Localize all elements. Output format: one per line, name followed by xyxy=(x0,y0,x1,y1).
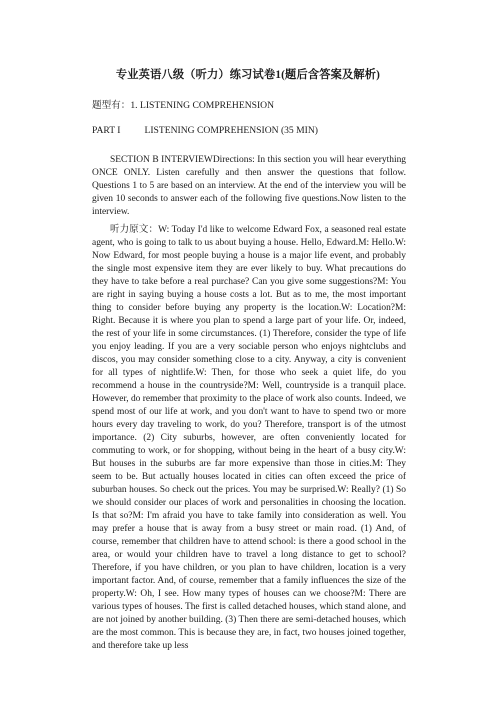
part-number: PART I xyxy=(92,125,121,136)
section-heading: SECTION B INTERVIEWDirections: xyxy=(110,155,255,165)
directions-text: In this section you will hear everything ONCE ONLY. Listen carefully and then answer the questions that follow. Questions 1 to 5 are based on an interview. At the end of the interview you will be given 10 seconds to answer each of the following five questions.Now listen to the interview. xyxy=(92,155,407,217)
document-title: 专业英语八级（听力）练习试卷1(题后含答案及解析) xyxy=(115,69,381,81)
question-types-line: 题型有：1. LISTENING COMPREHENSION xyxy=(92,100,275,111)
transcript-text: W: Today I'd like to welcome Edward Fox, a seasoned real estate agent, who is going to talk to us about buying a house. Hello, Edward.M: Hello.W: Now Edward, for most people buying a house is a major life event, and probably the single most expensive item they are ever likely to buy. What precautions do they have to take before a real purchase? Can you give some suggestions?M: You are right in saying buying a house costs a lot. But as to me, the most important thing to consider before buying any property is the location.W: Location?M: Right. Because it is where you plan to spend a large part of your life. Or, indeed, the rest of your life in some circumstances. (1) Therefore, consider the type of life you enjoy leading. If you are a very sociable person who enjoys nightclubs and discos, you may consider something close to a city. Anyway, a city is convenient for all types of nightlife.W: Then, for those who seek a quiet life, do you recommend a house in the countryside?M: Well, countryside is a tranquil place. However, do remember that proximity to the place of work also counts. Indeed, we spend most of our life at work, and you don't want to have to spend two or more hours every day traveling to work, do you? Therefore, transport is of the utmost importance. (2) City suburbs, however, are often conveniently located for commuting to work, or for shopping, without being in the heart of a busy city.W: But houses in the suburbs are far more expensive than those in cities.M: They seem to be. But actually houses located in cities can often exceed the price of suburban houses. So check out the prices. You may be surprised.W: Really? (1) So we should consider our places of work and personalities in choosing the location. Is that so?M: I'm afraid you have to take family into consideration as well. You may prefer a house that is away from a busy street or main road. (1) And, of course, remember that children have to attend school: is there a good school in the area, or would your children have to travel a long distance to get to school? Therefore, if you have children, or you plan to have children, location is a very important factor. And, of course, remember that a family influences the size of the property.W: Oh, I see. How many types of houses can we choose?M: There are various types of houses. The first is called detached houses, which stand alone, and are not joined by another building. (3) Then there are semi-detached houses, which are the most common. This is because they are, in fact, two houses joined together, and therefore take up less xyxy=(92,225,406,651)
transcript-label: 听力原文： xyxy=(110,225,159,235)
directions-paragraph xyxy=(92,154,406,219)
part-title: LISTENING COMPREHENSION (35 MIN) xyxy=(144,125,318,136)
transcript-paragraph xyxy=(92,224,406,653)
part-heading-line xyxy=(92,125,318,136)
